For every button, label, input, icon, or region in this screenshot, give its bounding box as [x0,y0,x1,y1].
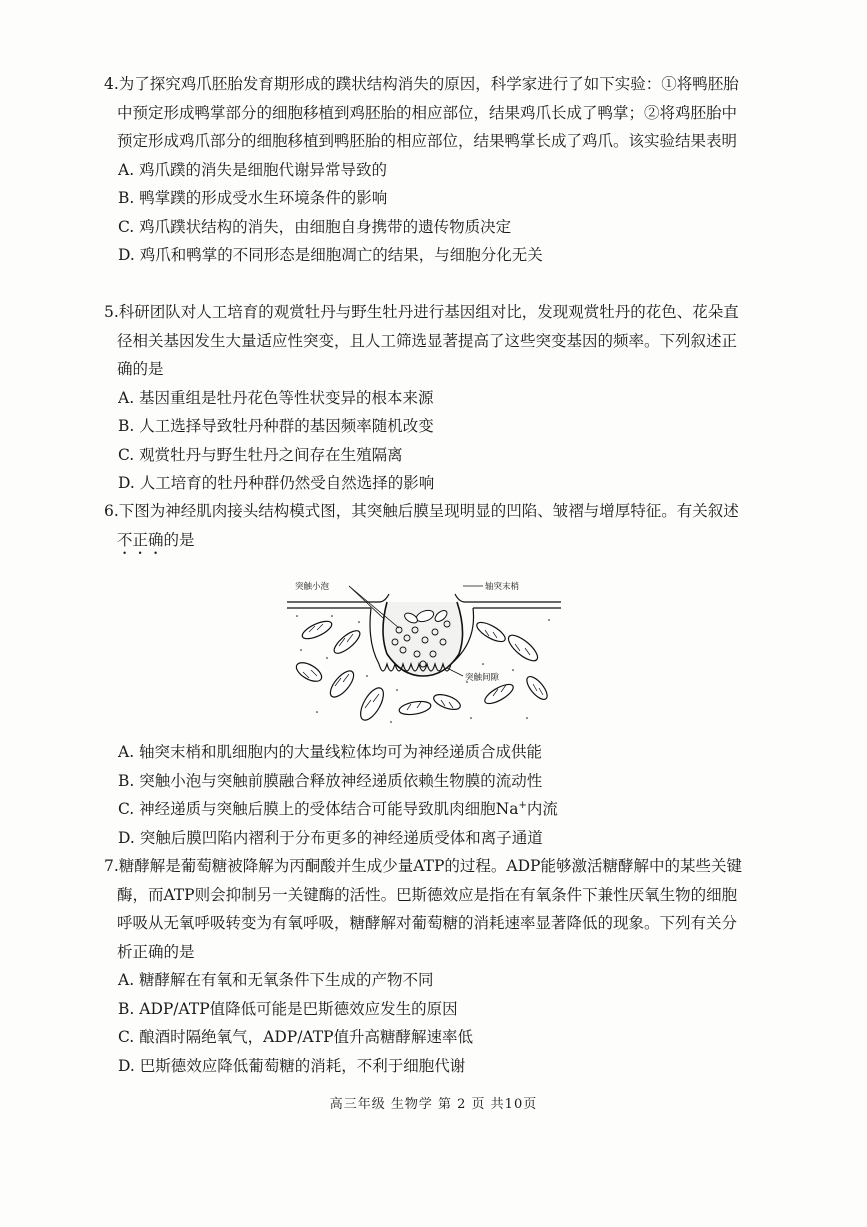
question-4-option-b: B. 鸭掌蹼的形成受水生环境条件的影响 [118,189,388,207]
question-7 [104,852,744,1080]
neuromuscular-junction-figure [287,572,561,730]
question-6-stem-tail: 的是 [163,530,195,549]
question-4-option-a: A. 鸡爪蹼的消失是细胞代谢异常导致的 [118,160,388,179]
question-6-option-d: D. 突触后膜凹陷内褶利于分布更多的神经递质受体和离子通道 [118,828,543,847]
question-7-option-d: D. 巴斯德效应降低葡萄糖的消耗，不利于细胞代谢 [118,1056,466,1075]
question-6-option-c-tail: 内流 [526,800,558,818]
question-5-stem: 5.科研团队对人工培育的观赏牡丹与野生牡丹进行基因组对比，发现观赏牡丹的花色、花朵直径相关基因发生大量适应性突变，且人工筛选显著提高了这些突变基因的频率。下列叙述正确的是 [104,303,739,378]
question-7-option-c: C. 酿酒时隔绝氧气，ADP/ATP值升高糖酵解速率低 [118,1028,474,1046]
question-6-option-c [104,795,744,824]
question-7-option-b: B. ADP/ATP值降低可能是巴斯德效应发生的原因 [118,999,458,1018]
page-footer: 高三年级 生物学 第 2 页 共10页 [329,1097,538,1112]
question-5 [104,298,744,498]
question-5-option-a: A. 基因重组是牡丹花色等性状变异的根本来源 [118,388,434,407]
question-4-option-c: C. 鸡爪蹼状结构的消失，由细胞自身携带的遗传物质决定 [118,217,512,236]
question-6 [104,497,744,558]
question-4-option-d: D. 鸡爪和鸭掌的不同形态是细胞凋亡的结果，与细胞分化无关 [118,246,543,264]
question-6-option-b: B. 突触小泡与突触前膜融合释放神经递质依赖生物膜的流动性 [118,771,543,790]
question-5-option-d: D. 人工培育的牡丹种群仍然受自然选择的影响 [118,474,435,492]
question-4-stem: 4.为了探究鸡爪胚胎发育期形成的蹼状结构消失的原因，科学家进行了如下实验：①将鸭胚胎中预定形成鸭掌部分的细胞移植到鸡胚胎的相应部位，结果鸡爪长成了鸭掌；②将鸡胚胎中预定形成鸡爪部分的细胞移植到鸭胚胎的相应部位，结果鸭掌长成了鸡爪。该实验结果表明 [104,75,739,150]
question-7-stem: 7.糖酵解是葡萄糖被降解为丙酮酸并生成少量ATP的过程。ADP能够激活糖酵解中的某些关键酶，而ATP则会抑制另一关键酶的活性。巴斯德效应是指在有氧条件下兼性厌氧生物的细胞呼吸从无氧呼吸转变为有氧呼吸，糖酵解对葡萄糖的消耗速率显著降低的现象。下列有关分析正确的是 [104,857,742,961]
figure-label-axon-terminal: 轴突末梢 [485,582,520,592]
question-4 [104,70,744,270]
question-5-option-c: C. 观赏牡丹与野生牡丹之间存在生殖隔离 [118,445,403,464]
question-6-option-a: A. 轴突末梢和肌细胞内的大量线粒体均可为神经递质合成供能 [118,743,543,761]
figure-label-synaptic-cleft: 突触间隙 [465,673,500,683]
question-5-option-b: B. 人工选择导致牡丹种群的基因频率随机改变 [118,417,434,435]
question-6-stem-emphasis: 不正确 [117,530,164,549]
question-7-option-a: A. 糖酵解在有氧和无氧条件下生成的产物不同 [118,971,434,989]
question-6-option-c-main: C. 神经递质与突触后膜上的受体结合可能导致肌肉细胞Na [118,800,519,818]
question-6-stem [104,497,744,558]
question-6-options [104,738,744,852]
question-6-stem-main: 6.下图为神经肌肉接头结构模式图，其突触后膜呈现明显的凹陷、皱褶与增厚特征。有关叙述 [104,502,739,520]
figure-label-vesicle: 突触小泡 [295,582,330,592]
sodium-superscript: + [518,799,527,811]
